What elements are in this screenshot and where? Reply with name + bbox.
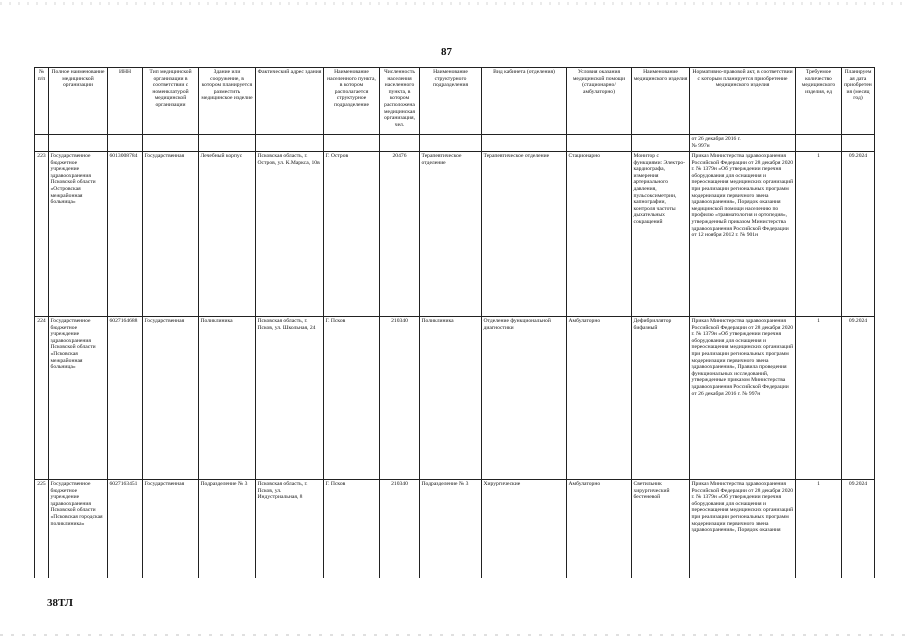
col-header-act: Нормативно-правовой акт, в соответствии с которым планируется приобретение медицинского изделия bbox=[690, 68, 796, 135]
legal-act: Приказ Министерства здравоохранения Российской Федерации от 28 декабря 2020 г. № 1379н «Об утверждении перечня оборудования для оснащения и переоснащения медицинских организаций при реализации региональных программ модернизации первичного звена здравоохранения», Порядок оказания медицинской помощи населению по профилю «травматология и ортопедия», утвержденный приказом Министерства здравоохранения Российской Федерации от 12 ноября 2012 г. № 901н bbox=[690, 152, 796, 317]
population-value: 210340 bbox=[380, 480, 420, 579]
table-cell bbox=[420, 135, 482, 152]
care-conditions: Стационарно bbox=[567, 152, 632, 317]
table-cell bbox=[108, 135, 143, 152]
purchase-date: 09.2024 bbox=[842, 317, 875, 480]
unit-name: Поликлиника bbox=[420, 317, 482, 480]
table-header-row bbox=[35, 68, 875, 135]
table-row bbox=[35, 317, 875, 480]
equipment-table bbox=[34, 67, 875, 578]
continuation-act-text: от 26 декабря 2016 г. № 997н bbox=[690, 135, 796, 152]
device-name: Монитор с функциями: Электро-кардиографа, измерения артериального давления, пульсоксиметрии, капнографии, контроля частоты дыхательных сокращений bbox=[632, 152, 690, 317]
org-type: Государственная bbox=[143, 152, 199, 317]
col-header-device: Наименование медицинского изделия bbox=[632, 68, 690, 135]
col-header-conditions: Условия оказания медицинской помощи (стационарно/ амбулаторно) bbox=[567, 68, 632, 135]
col-header-building: Здание или сооружение, в котором планируется разместить медицинское изделие bbox=[199, 68, 256, 135]
address-value: Псковская область, г. Псков, ул. Школьная, 24 bbox=[256, 317, 324, 480]
table-cell bbox=[199, 135, 256, 152]
locality-name: Г. Псков bbox=[324, 480, 380, 579]
table-cell bbox=[256, 135, 324, 152]
col-header-address: Фактический адрес здания bbox=[256, 68, 324, 135]
care-conditions: Амбулаторно bbox=[567, 480, 632, 579]
col-header-unit: Наименование структурного подразделения bbox=[420, 68, 482, 135]
address-value: Псковская область, г. Остров, ул. К.Маркса, 10в bbox=[256, 152, 324, 317]
table-row bbox=[35, 152, 875, 317]
cabinet-type: Отделение функциональной диагностики bbox=[482, 317, 567, 480]
org-name: Государственное бюджетное учреждение здравоохранения Псковской области «Псковская межрайонная больница» bbox=[49, 317, 108, 480]
population-value: 20476 bbox=[380, 152, 420, 317]
org-name: Государственное бюджетное учреждение здравоохранения Псковской области «Псковская городская поликлиника» bbox=[49, 480, 108, 579]
cabinet-type: Хирургические bbox=[482, 480, 567, 579]
footer-code: 38ТЛ bbox=[47, 597, 73, 609]
col-header-org: Полное наименование медицинской организации bbox=[49, 68, 108, 135]
locality-name: Г. Псков bbox=[324, 317, 380, 480]
table-cell bbox=[567, 135, 632, 152]
table-cell bbox=[632, 135, 690, 152]
inn-value: 6027163451 bbox=[108, 480, 143, 579]
table-cell bbox=[796, 135, 842, 152]
org-type: Государственная bbox=[143, 480, 199, 579]
col-header-qty: Требуемое количество медицинского изделия, ед bbox=[796, 68, 842, 135]
table-cell bbox=[35, 135, 49, 152]
scan-artifact-bottom bbox=[0, 634, 905, 636]
table-row bbox=[35, 480, 875, 579]
locality-name: Г. Остров bbox=[324, 152, 380, 317]
table-cell bbox=[842, 135, 875, 152]
quantity-value: 1 bbox=[796, 317, 842, 480]
device-name: Светильник хирургический бестеневой bbox=[632, 480, 690, 579]
legal-act: Приказ Министерства здравоохранения Российской Федерации от 28 декабря 2020 г. № 1379н «Об утверждении перечня оборудования для оснащения и переоснащения медицинских организаций при реализации региональных программ модернизации первичного звена здравоохранения», Порядок оказания bbox=[690, 480, 796, 579]
table-cell bbox=[380, 135, 420, 152]
population-value: 210340 bbox=[380, 317, 420, 480]
building-name: Лечебный корпус bbox=[199, 152, 256, 317]
unit-name: Подразделение № 3 bbox=[420, 480, 482, 579]
row-number: 223 bbox=[35, 152, 49, 317]
quantity-value: 1 bbox=[796, 152, 842, 317]
legal-act: Приказ Министерства здравоохранения Российской Федерации от 28 декабря 2020 г. № 1379н «Об утверждении перечня оборудования для оснащения и переоснащения медицинских организаций при реализации региональных программ модернизации первичного звена здравоохранения», Правила проведения функциональных исследований, утвержденные приказом Министерства здравоохранения Российской Федерации от 26 декабря 2016 г. № 997н bbox=[690, 317, 796, 480]
table-row-continuation bbox=[35, 135, 875, 152]
scan-artifact-top bbox=[0, 2, 905, 5]
col-header-inn: ИНН bbox=[108, 68, 143, 135]
address-value: Псковская область, г. Псков, ул. Индустриальная, 8 bbox=[256, 480, 324, 579]
col-header-population: Численность населения населенного пункта, в котором расположена медицинская организация, чел. bbox=[380, 68, 420, 135]
row-number: 225 bbox=[35, 480, 49, 579]
col-header-date: Планируемая дата приобретения (месяц год) bbox=[842, 68, 875, 135]
col-header-locality: Наименование населенного пункта, в котором располагается структурное подразделение bbox=[324, 68, 380, 135]
org-type: Государственная bbox=[143, 317, 199, 480]
quantity-value: 1 bbox=[796, 480, 842, 579]
building-name: Подразделение № 3 bbox=[199, 480, 256, 579]
page-number: 87 bbox=[441, 46, 452, 58]
unit-name: Терапевтическое отделение bbox=[420, 152, 482, 317]
col-header-num: № п/п bbox=[35, 68, 49, 135]
purchase-date: 09.2024 bbox=[842, 152, 875, 317]
purchase-date: 09.2024 bbox=[842, 480, 875, 579]
table-cell bbox=[482, 135, 567, 152]
row-number: 224 bbox=[35, 317, 49, 480]
inn-value: 6013008784 bbox=[108, 152, 143, 317]
col-header-type: Тип медицинской организации в соответствии с номенклатурой медицинской организации bbox=[143, 68, 199, 135]
org-name: Государственное бюджетное учреждение здравоохранения Псковской области «Островская межрайонная больница» bbox=[49, 152, 108, 317]
care-conditions: Амбулаторно bbox=[567, 317, 632, 480]
table-cell bbox=[324, 135, 380, 152]
device-name: Дефибриллятор бифазный bbox=[632, 317, 690, 480]
col-header-cabinet: Вид кабинета (отделения) bbox=[482, 68, 567, 135]
table-cell bbox=[143, 135, 199, 152]
cabinet-type: Терапевтическое отделение bbox=[482, 152, 567, 317]
table-cell bbox=[49, 135, 108, 152]
building-name: Поликлиника bbox=[199, 317, 256, 480]
inn-value: 6027164688 bbox=[108, 317, 143, 480]
